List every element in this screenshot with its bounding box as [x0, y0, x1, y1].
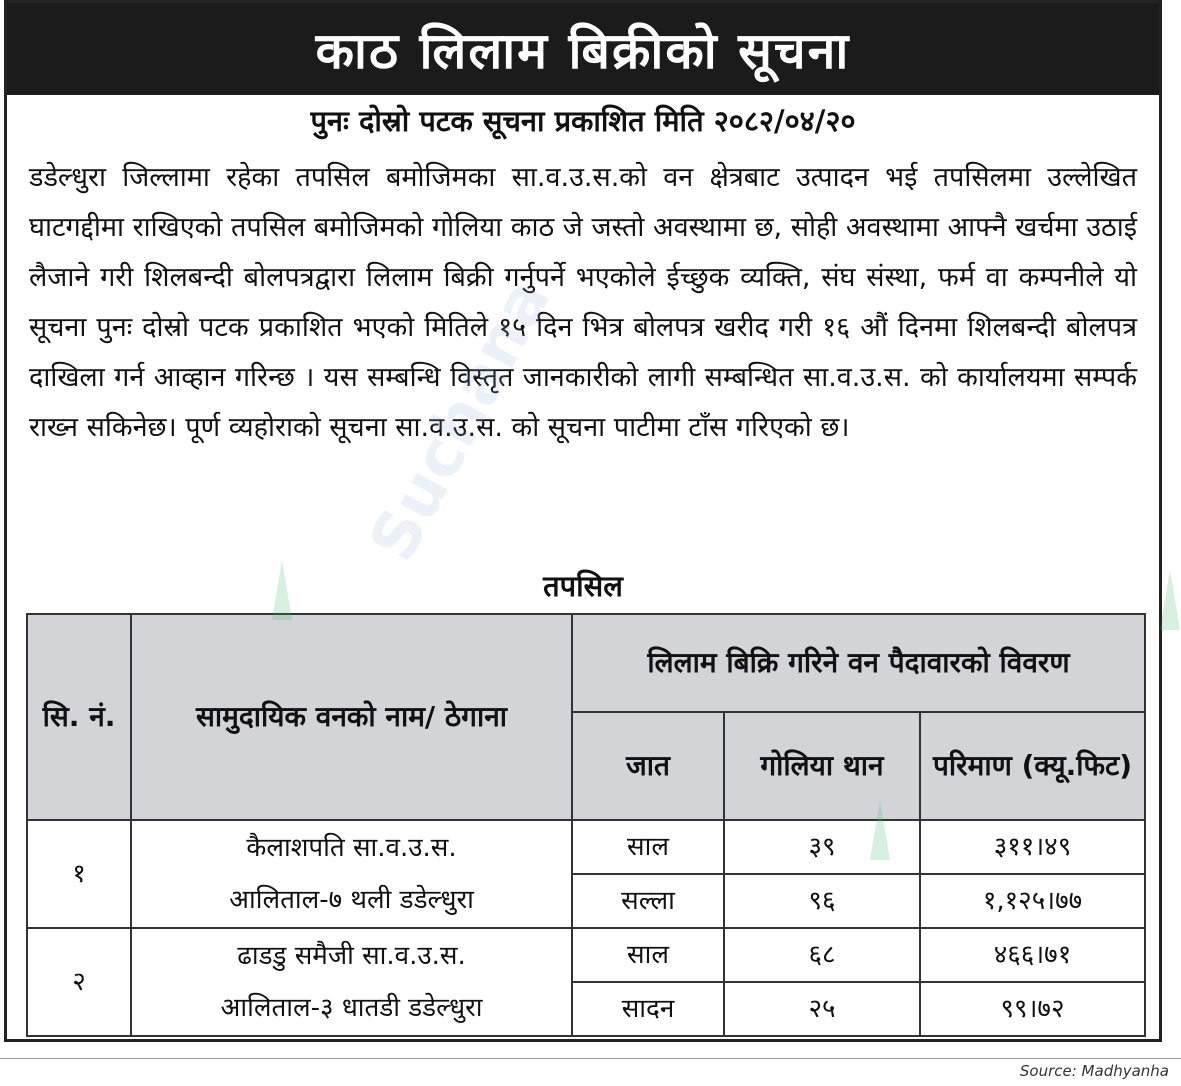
- species-cell: साल: [572, 928, 724, 982]
- log-count-cell: ६८: [724, 928, 920, 982]
- header-details-group: लिलाम बिक्रि गरिने वन पैदावारको विवरण: [572, 614, 1145, 712]
- header-quantity: परिमाण (क्यू.फिट): [920, 712, 1145, 820]
- header-forest-name: सामुदायिक वनको नाम/ ठेगाना: [131, 614, 572, 820]
- quantity-cell: ३११।४९: [920, 820, 1145, 874]
- notice-subtitle: पुनः दोस्रो पटक सूचना प्रकाशित मिति २०८२/०४/२०: [310, 104, 856, 138]
- row-sn: २: [27, 928, 131, 1036]
- notice-body: डडेल्धुरा जिल्लामा रहेका तपसिल बमोजिमका सा.व.उ.स.को वन क्षेत्रबाट उत्पादन भई तपसिलमा उल्लेखित घाटगद्दीमा राखिएको तपसिल बमोजिमको गोलिया काठ जे जस्तो अवस्थामा छ, सोही अवस्थामा आफ्नै खर्चमा उठाई लैजाने गरी शिलबन्दी बोलपत्रद्वारा लिलाम बिक्री गर्नुपर्ने भएकोले ईच्छुक व्यक्ति, संघ संस्था, फर्म वा कम्पनीले यो सूचना पुनः दोस्रो पटक प्रकाशित भएको मितिले १५ दिन भित्र बोलपत्र खरीद गरी १६ औं दिनमा शिलबन्दी बोलपत्र दाखिला गर्न आव्हान गरिन्छ । यस सम्बन्धि विस्तृत जानकारीको लागी सम्बन्धित सा.व.उ.स. को कार्यालयमा सम्पर्क राख्न सकिनेछ। पूर्ण व्यहोराको सूचना सा.व.उ.स. को सूचना पाटीमा टाँस गरिएको छ।: [29, 162, 1137, 443]
- header-species: जात: [572, 712, 724, 820]
- table-row: [27, 820, 1145, 874]
- log-count-cell: ९६: [724, 874, 920, 928]
- quantity-cell: १,१२५।७७: [920, 874, 1145, 928]
- forest-cell: [131, 820, 572, 928]
- header-log-count: गोलिया थान: [724, 712, 920, 820]
- species-cell: साल: [572, 820, 724, 874]
- watermark-text: Suchana: [355, 267, 566, 573]
- row-sn: १: [27, 820, 131, 928]
- source-credit: Source: Madhyanha: [1019, 1062, 1169, 1080]
- table-heading: तपसिल: [543, 569, 623, 603]
- forest-address: आलिताल-७ थली डडेल्धुरा: [229, 885, 474, 915]
- quantity-cell: ९९।७२: [920, 982, 1145, 1036]
- table-row: [27, 928, 1145, 982]
- table-header: [27, 614, 1145, 820]
- notice-title: काठ लिलाम बिक्रीको सूचना: [7, 3, 1159, 95]
- header-sn: सि. नं.: [27, 614, 131, 820]
- forest-address: आलिताल-३ धातडी डडेल्धुरा: [220, 993, 483, 1023]
- forest-name: ढाडडु समैजी सा.व.उ.स.: [237, 941, 466, 971]
- forest-name: कैलाशपति सा.व.उ.स.: [246, 833, 457, 863]
- log-count-cell: ३९: [724, 820, 920, 874]
- notice-box: [4, 0, 1162, 1042]
- forest-cell: [131, 928, 572, 1036]
- species-cell: सल्ला: [572, 874, 724, 928]
- footer-divider: [0, 1058, 1181, 1059]
- decorative-arrow-icon: [1160, 570, 1180, 630]
- details-table: [26, 613, 1146, 1037]
- table-body: [27, 820, 1145, 1036]
- log-count-cell: २५: [724, 982, 920, 1036]
- quantity-cell: ४६६।७१: [920, 928, 1145, 982]
- species-cell: सादन: [572, 982, 724, 1036]
